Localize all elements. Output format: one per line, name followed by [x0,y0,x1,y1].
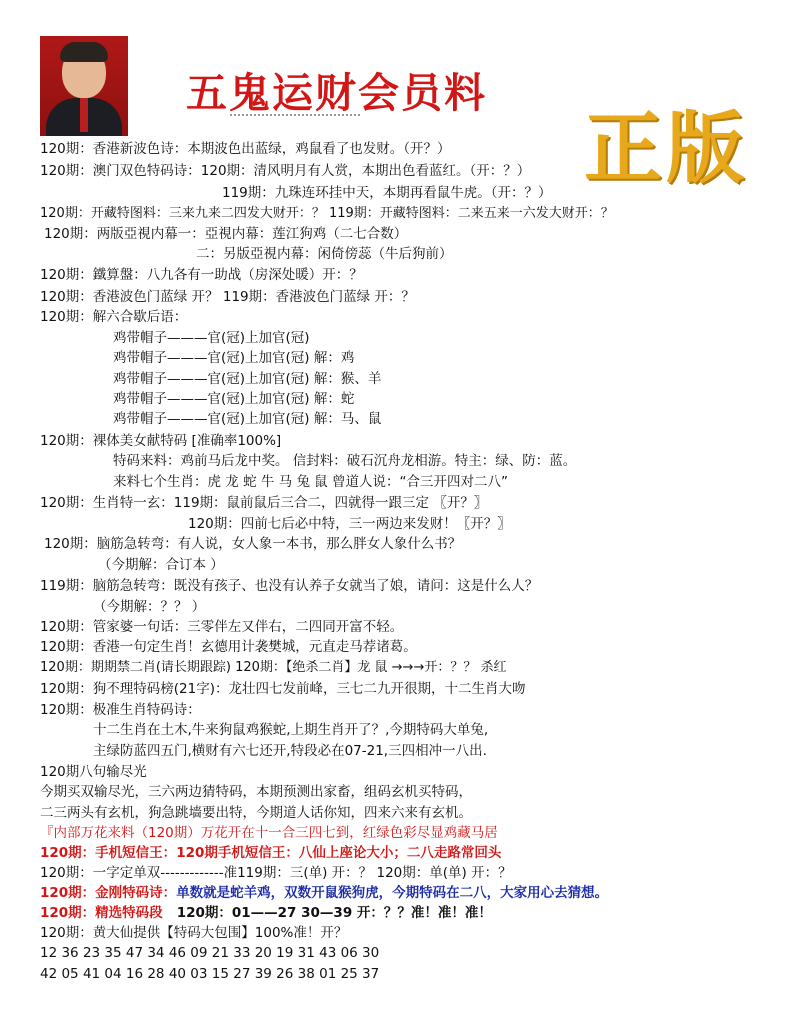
text-line: 来料七个生肖：虎 龙 蛇 牛 马 兔 鼠 曾道人说：“合三开四对二八” [113,474,509,490]
text-line: 120期：生肖特一玄：119期：鼠前鼠后三合二，四就得一跟三定 〖开？〗 [40,495,488,511]
text-line: 鸡带帽子———官(冠)上加官(冠) 解：鸡 [113,350,355,366]
page-title: 五鬼运财会员料 [186,69,487,117]
text-line: 鸡带帽子———官(冠)上加官(冠) 解：蛇 [113,391,355,407]
diamond-label: 120期：金刚特码诗： [40,885,177,901]
text-line: （今期解：合订本 ） [98,557,224,573]
diamond-line [40,884,608,902]
text-line: 120期：脑筋急转弯：有人说，女人象一本书，那么胖女人象什么书？ [44,536,462,552]
single-double-line: 120期：一字定单双-------------准119期：三(单) 开：？ 120期：单(单) 开：？ [40,865,512,881]
text-line: 120期：极准生肖特码诗： [40,702,201,718]
text-line: （今期解：？？ ） [93,599,206,615]
select-label: 120期：精选特码段 [40,905,163,921]
text-line: 119期：脑筋急转弯：既没有孩子、也没有认养子女就当了娘，请问：这是什么人？ [40,578,539,594]
text-line: 鸡带帽子———官(冠)上加官(冠) 解：马、鼠 [113,411,382,427]
text-line: 120期：澳门双色特码诗：120期：清风明月有人赏，本期出色看蓝红。（开：？） [40,163,531,179]
text-line: 120期八句输尽光 [40,764,147,780]
text-line: 120期：香港一句定生肖！玄德用计袭樊城，元直走马荐诸葛。 [40,639,417,655]
sms-label: 120期：手机短信王： [40,845,177,861]
sms-line [40,844,501,862]
select-line [40,904,492,922]
text-line: 120期：狗不理特码榜(21字)：龙壮四七发前峰，三七二九开很期，十二生肖大吻 [40,681,526,697]
text-line: 二：另版亞視内幕：闲倚傍蕊（牛后狗前） [196,246,453,262]
text-line: 120期：黄大仙提供【特码大包围】100%准！开？ [40,925,348,941]
author-photo [40,36,128,136]
text-line: 主绿防蓝四五门,横财有六七还开,特段必在07-21,三四相冲一八出. [93,743,487,759]
text-line: 二三两头有玄机，狗急跳墙要出特，今期道人话你知，四来六来有玄机。 [40,805,472,821]
text-line: 今期买双输尽光，三六两边猜特码，本期预测出家畜，组码玄机买特码， [40,784,472,800]
text-line: 119期：九珠连环挂中天，本期再看鼠牛虎。（开：？） [222,185,552,201]
text-line: 120期：开藏特图料：三来九来二四发大财开：？ 119期：开藏特图料：二来五来一六发大财开：？ [40,206,614,221]
text-line: 鸡带帽子———官(冠)上加官(冠) [113,330,310,346]
text-line: 120期：香港波色门蓝绿 开？ 119期：香港波色门蓝绿 开：？ [40,289,415,305]
text-line: 鸡带帽子———官(冠)上加官(冠) 解：猴、羊 [113,371,382,387]
text-line: 120期：鐵算盤：八九各有一助战（房深处暖）开：？ [40,267,363,283]
text-line: 120期：四前七后必中特，三一两边来发财！〖开？〗 [188,516,511,532]
text-line: 120期：裸体美女献特码 [准确率100%] [40,433,282,449]
text-line: 120期：解六合歇后语： [40,309,188,325]
text-line: 120期：期期禁二肖(请长期跟踪) 120期：【绝杀二肖】龙 鼠 →→→开：？？ 杀红 [40,660,507,675]
text-line: 特码来料：鸡前马后龙中奖。 信封料：破石沉舟龙相游。特主：绿、防：蓝。 [113,453,577,469]
select-text: 120期：01——27 30—39 开：？？准！准！准！ [176,905,492,921]
text-line: 十二生肖在土木,牛来狗鼠鸡猴蛇,上期生肖开了？,今期特码大单兔, [93,722,489,738]
photo-tie [80,98,88,132]
text-line-red: 『内部万花来料（120期）万花开在十一合三四七到，红绿色彩尽显鸡藏马居 [40,825,498,841]
title-underline [230,114,360,119]
diamond-text: 单数就是蛇羊鸡，双数开鼠猴狗虎，今期特码在二八，大家用心去猜想。 [176,885,609,901]
authentic-stamp: 正版 [584,103,749,194]
text-line: 120期：香港新波色诗：本期波色出蓝绿，鸡鼠看了也发财。（开？） [40,141,451,157]
numbers-row-1: 12 36 23 35 47 34 46 09 21 33 20 19 31 43 06 30 [40,945,380,961]
text-line: 120期：两版亞視内幕一：亞視内幕：莲江狗鸡（二七合数） [44,226,408,242]
text-line: 120期：管家婆一句话：三零伴左又伴右，二四同开富不轻。 [40,619,404,635]
sms-text: 120期手机短信王：八仙上座论大小；二八走路常回头 [176,845,502,861]
photo-hair [60,42,108,62]
numbers-row-2: 42 05 41 04 16 28 40 03 15 27 39 26 38 01 25 37 [40,966,380,982]
